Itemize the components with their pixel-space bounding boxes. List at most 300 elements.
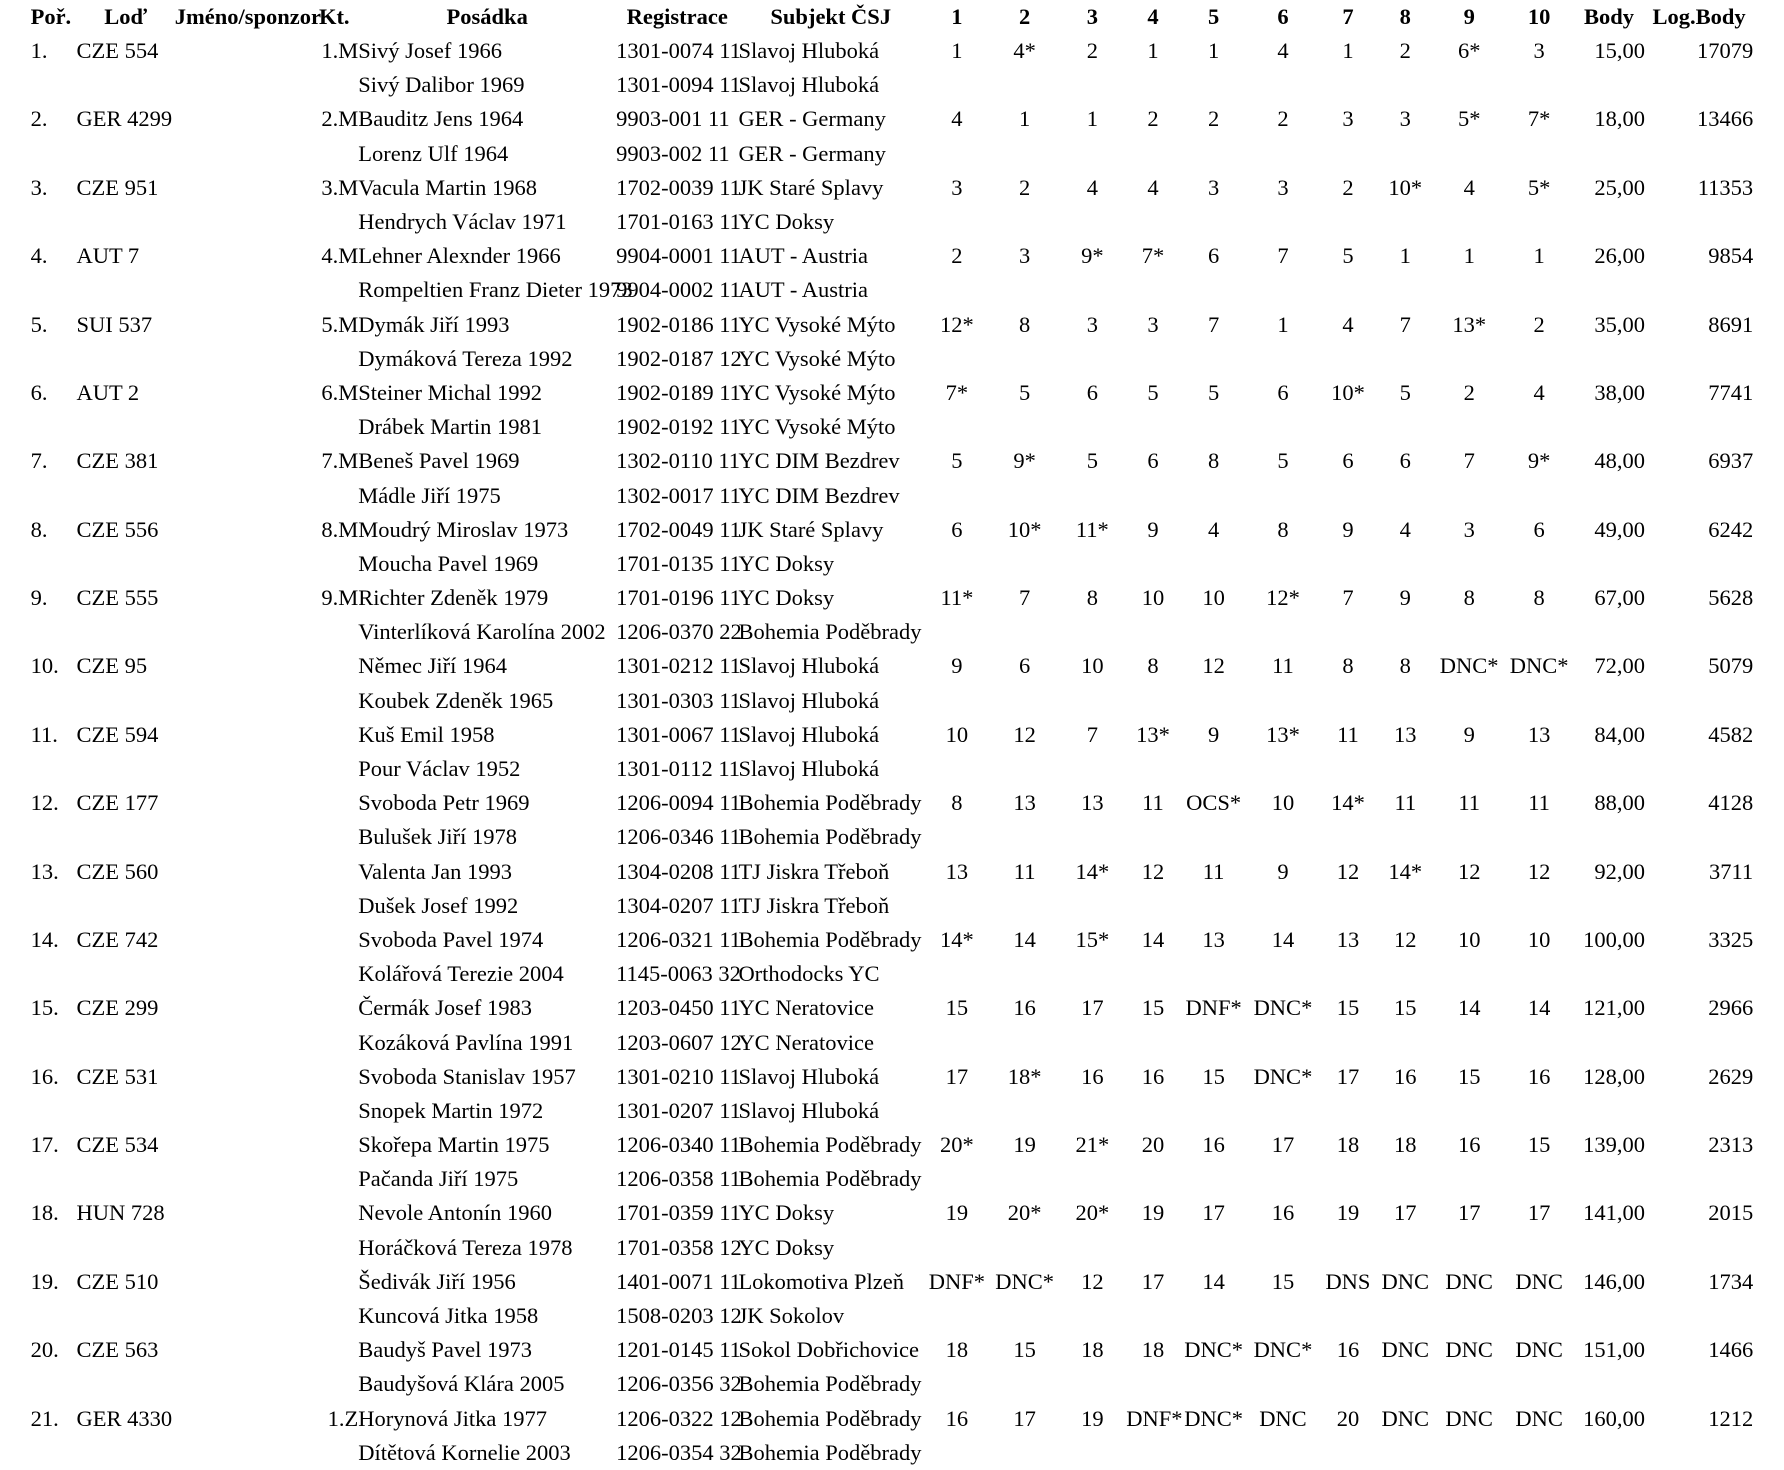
race-1-cell: 13 [945,858,969,884]
race-1-cell: 11* [940,585,974,611]
race-2-cell: 15 [1013,1337,1036,1363]
club-cell: AUT - Austria [738,243,869,269]
results-body [0,34,1784,1470]
club-cell: AUT - Austria [738,277,869,303]
rank-cell: 19. [30,1268,59,1294]
race-5-cell: DNC* [1184,1405,1243,1431]
table-row [0,855,1784,889]
log-points-cell: 2629 [1708,1063,1754,1089]
registration-cell: 1206-0346 11 [616,824,741,850]
race-8-cell: DNC [1381,1268,1430,1294]
sponsor-cell [175,513,310,547]
registration-cell: 1508-0203 12 [616,1303,742,1329]
log-points-cell: 1466 [1708,1337,1754,1363]
race-8-cell: 16 [1394,1063,1417,1089]
race-10-cell: 7* [1527,106,1551,132]
crew-name-cell: Čermák Josef 1983 [358,995,532,1021]
race-8-cell: 3 [1399,106,1411,132]
club-cell: YC Vysoké Mýto [738,311,896,337]
race-4-cell: 7* [1141,243,1165,269]
table-row-crew [0,273,1784,307]
registration-cell: 1206-0322 12 [616,1405,742,1431]
race-2-cell: 12 [1013,721,1036,747]
category-cell: 9.M [321,585,359,611]
table-row-crew [0,342,1784,376]
race-6-cell: 2 [1277,106,1289,132]
race-7-cell: 6 [1342,448,1354,474]
race-4-cell: 15 [1141,995,1165,1021]
race-9-cell: 8 [1463,585,1475,611]
log-points-cell: 5628 [1708,585,1754,611]
crew-name-cell: Valenta Jan 1993 [358,858,512,884]
crew-name-cell: Kuncová Jitka 1958 [358,1303,539,1329]
header-rank: Poř. [30,4,72,29]
crew-name-cell: Pačanda Jiří 1975 [358,1166,519,1192]
race-3-cell: 13 [1081,790,1104,816]
sponsor-cell [175,718,310,752]
rank-cell: 12. [30,790,59,816]
race-6-cell: DNC* [1253,1337,1313,1363]
race-1-cell: 12* [940,311,974,337]
crew-name-cell: Svoboda Pavel 1974 [358,926,544,952]
race-6-cell: DNC* [1253,995,1313,1021]
race-3-cell: 14* [1075,858,1110,884]
points-cell: 72,00 [1594,653,1646,679]
race-4-cell: 17 [1141,1268,1165,1294]
category-cell [310,855,358,889]
sponsor-cell [175,991,310,1025]
race-7-cell: 16 [1336,1337,1360,1363]
log-points-cell: 9854 [1708,243,1754,269]
table-row-crew [0,684,1784,718]
header-race-6: 6 [1277,4,1289,29]
crew-name-cell: Vinterlíková Karolína 2002 [358,619,606,645]
category-cell: 8.M [321,516,359,542]
header-log-points: Log.Body [1652,4,1746,29]
points-cell: 15,00 [1594,38,1646,64]
club-cell: JK Sokolov [738,1303,845,1329]
race-1-cell: 15 [945,995,969,1021]
race-10-cell: 17 [1527,1200,1551,1226]
table-row [0,1128,1784,1162]
race-3-cell: 12 [1081,1268,1104,1294]
race-5-cell: 6 [1207,243,1220,269]
registration-cell: 1302-0017 11 [616,482,741,508]
table-row-crew [0,615,1784,649]
race-5-cell: 2 [1207,106,1220,132]
race-1-cell: 9 [951,653,963,679]
sponsor-cell [175,1128,310,1162]
boat-cell: CZE 531 [76,1063,159,1089]
table-row-crew [0,137,1784,171]
sponsor-cell [175,1402,310,1436]
registration-cell: 1702-0049 11 [616,516,741,542]
registration-cell: 1902-0192 11 [616,414,741,440]
table-row [0,581,1784,615]
boat-cell: HUN 728 [76,1200,165,1226]
registration-cell: 1401-0071 11 [616,1268,741,1294]
race-4-cell: 2 [1147,106,1159,132]
sponsor-cell [175,444,310,478]
crew-name-cell: Drábek Martin 1981 [358,414,542,440]
race-9-cell: 4 [1463,174,1475,200]
club-cell: Bohemia Poděbrady [738,619,922,645]
race-8-cell: 2 [1399,38,1411,64]
category-cell: 1.M [321,38,359,64]
race-7-cell: 11 [1337,721,1359,747]
race-8-cell: 9 [1399,585,1411,611]
race-7-cell: 7 [1342,585,1354,611]
race-2-cell: 11 [1013,858,1036,884]
race-6-cell: 9 [1277,858,1289,884]
race-10-cell: 15 [1527,1132,1551,1158]
race-8-cell: 18 [1394,1132,1417,1158]
header-points: Body [1583,4,1635,29]
table-row [0,718,1784,752]
registration-cell: 1206-0321 11 [616,926,741,952]
crew-name-cell: Baudyšová Klára 2005 [358,1371,565,1397]
registration-cell: 1301-0303 11 [616,687,741,713]
registration-cell: 1206-0354 32 [616,1439,742,1465]
points-cell: 88,00 [1594,790,1646,816]
club-cell: Bohemia Poděbrady [738,926,922,952]
boat-cell: CZE 95 [76,653,148,679]
race-8-cell: 4 [1399,516,1411,542]
points-cell: 141,00 [1583,1200,1646,1226]
race-5-cell: DNC* [1184,1337,1243,1363]
club-cell: Slavoj Hluboká [738,687,880,713]
race-2-cell: 18* [1007,1063,1042,1089]
race-5-cell: 7 [1207,311,1220,337]
race-6-cell: 17 [1271,1132,1295,1158]
race-8-cell: 17 [1394,1200,1417,1226]
race-3-cell: 9* [1081,243,1104,269]
race-10-cell: DNC* [1509,653,1569,679]
race-5-cell: 13 [1202,926,1225,952]
header-row [0,0,1784,34]
club-cell: Orthodocks YC [738,961,880,987]
club-cell: Bohemia Poděbrady [738,1166,922,1192]
table-row-crew [0,68,1784,102]
rank-cell: 21. [30,1405,59,1431]
club-cell: YC Doksy [738,209,835,235]
race-7-cell: 12 [1336,858,1360,884]
crew-name-cell: Horynová Jitka 1977 [358,1405,548,1431]
registration-cell: 1304-0208 11 [616,858,741,884]
race-2-cell: 4* [1013,38,1036,64]
club-cell: YC DIM Bezdrev [738,448,900,474]
registration-cell: 1206-0370 22 [616,619,742,645]
registration-cell: 9903-002 11 [616,140,730,166]
registration-cell: 1203-0450 11 [616,995,741,1021]
header-race-7: 7 [1342,4,1354,29]
club-cell: Slavoj Hluboká [738,1097,880,1123]
race-9-cell: 16 [1457,1132,1481,1158]
log-points-cell: 2015 [1708,1200,1754,1226]
table-row-crew [0,1231,1784,1265]
race-7-cell: 9 [1342,516,1354,542]
race-3-cell: 7 [1086,721,1098,747]
rank-cell: 7. [30,448,48,474]
rank-cell: 10. [30,653,59,679]
table-row [0,1196,1784,1230]
race-7-cell: 1 [1342,38,1354,64]
race-5-cell: 12 [1202,653,1225,679]
crew-name-cell: Skořepa Martin 1975 [358,1132,550,1158]
table-row-crew [0,1094,1784,1128]
race-3-cell: 10 [1081,653,1104,679]
table-row-crew [0,820,1784,854]
boat-cell: CZE 555 [76,585,159,611]
race-9-cell: 2 [1463,379,1475,405]
crew-name-cell: Baudyš Pavel 1973 [358,1337,533,1363]
boat-cell: CZE 381 [76,448,159,474]
crew-name-cell: Němec Jiří 1964 [358,653,507,679]
sponsor-cell [175,34,310,68]
race-5-cell: OCS* [1186,790,1242,816]
table-row [0,513,1784,547]
race-7-cell: 4 [1342,311,1354,337]
race-4-cell: 12 [1141,858,1165,884]
crew-name-cell: Dítětová Kornelie 2003 [358,1439,571,1465]
category-cell [310,923,358,957]
club-cell: YC Vysoké Mýto [738,379,896,405]
rank-cell: 4. [30,243,48,269]
crew-name-cell: Steiner Michal 1992 [358,379,542,405]
rank-cell: 18. [30,1200,59,1226]
points-cell: 160,00 [1583,1405,1646,1431]
race-3-cell: 4 [1086,174,1098,200]
rank-cell: 13. [30,858,59,884]
sponsor-cell [175,1265,310,1299]
header-club: Subjekt ČSJ [770,4,892,29]
club-cell: TJ Jiskra Třeboň [738,892,890,918]
race-9-cell: 11 [1458,790,1481,816]
race-3-cell: 2 [1086,38,1098,64]
registration-cell: 1302-0110 11 [616,448,741,474]
race-2-cell: 7 [1019,585,1031,611]
race-4-cell: 16 [1141,1063,1165,1089]
club-cell: Bohemia Poděbrady [738,1439,922,1465]
sponsor-cell [175,923,310,957]
registration-cell: 9903-001 11 [616,106,730,132]
crew-name-cell: Nevole Antonín 1960 [358,1200,553,1226]
race-1-cell: 20* [940,1132,974,1158]
race-4-cell: 5 [1147,379,1159,405]
crew-name-cell: Pour Václav 1952 [358,756,521,782]
crew-name-cell: Mádle Jiří 1975 [358,482,501,508]
category-cell [310,991,358,1025]
race-2-cell: 10* [1007,516,1042,542]
race-10-cell: 12 [1527,858,1551,884]
race-3-cell: 11* [1075,516,1109,542]
race-9-cell: DNC* [1439,653,1499,679]
race-1-cell: 3 [951,174,963,200]
registration-cell: 1701-0163 11 [616,209,741,235]
club-cell: GER - Germany [738,140,886,166]
registration-cell: 9904-0002 11 [616,277,741,303]
race-6-cell: 3 [1277,174,1289,200]
log-points-cell: 2966 [1708,995,1754,1021]
club-cell: GER - Germany [738,106,886,132]
log-points-cell: 2313 [1708,1132,1754,1158]
sponsor-cell [175,855,310,889]
registration-cell: 1201-0145 11 [616,1337,741,1363]
race-9-cell: 17 [1457,1200,1481,1226]
crew-name-cell: Snopek Martin 1972 [358,1097,544,1123]
table-row [0,1333,1784,1367]
points-cell: 18,00 [1594,106,1646,132]
table-header [0,0,1784,34]
race-5-cell: DNF* [1185,995,1242,1021]
club-cell: JK Staré Splavy [738,516,884,542]
race-10-cell: 9* [1527,448,1551,474]
boat-cell: CZE 534 [76,1132,159,1158]
race-9-cell: DNC [1445,1337,1493,1363]
registration-cell: 1701-0359 11 [616,1200,741,1226]
rank-cell: 1. [30,38,48,64]
race-4-cell: DNF* [1126,1405,1183,1431]
registration-cell: 1301-0067 11 [616,721,741,747]
header-race-2: 2 [1019,4,1031,29]
points-cell: 146,00 [1583,1268,1646,1294]
table-row-crew [0,1025,1784,1059]
race-3-cell: 18 [1081,1337,1104,1363]
race-10-cell: 8 [1533,585,1545,611]
crew-name-cell: Sivý Dalibor 1969 [358,72,525,98]
category-cell: 2.M [321,106,359,132]
race-7-cell: 19 [1336,1200,1360,1226]
race-9-cell: DNC [1445,1405,1493,1431]
race-1-cell: 17 [945,1063,969,1089]
boat-cell: CZE 510 [76,1268,159,1294]
log-points-cell: 17079 [1696,38,1754,64]
crew-name-cell: Kuš Emil 1958 [358,721,495,747]
race-6-cell: 7 [1277,243,1289,269]
race-10-cell: 13 [1527,721,1551,747]
rank-cell: 6. [30,379,48,405]
header-crew: Posádka [446,4,528,29]
race-4-cell: 10 [1141,585,1165,611]
club-cell: Bohemia Poděbrady [738,1405,922,1431]
race-1-cell: 14* [940,926,974,952]
race-3-cell: 8 [1086,585,1098,611]
race-8-cell: 7 [1399,311,1411,337]
rank-cell: 17. [30,1132,59,1158]
crew-name-cell: Kolářová Terezie 2004 [358,961,564,987]
race-8-cell: 14* [1388,858,1423,884]
registration-cell: 1301-0212 11 [616,653,741,679]
crew-name-cell: Bulušek Jiří 1978 [358,824,518,850]
race-5-cell: 4 [1207,516,1220,542]
table-row-crew [0,1367,1784,1401]
boat-cell: CZE 594 [76,721,159,747]
race-8-cell: DNC [1381,1337,1430,1363]
race-1-cell: 8 [951,790,963,816]
header-race-5: 5 [1207,4,1220,29]
registration-cell: 1902-0189 11 [616,379,741,405]
race-1-cell: 19 [945,1200,969,1226]
race-10-cell: 1 [1533,243,1545,269]
crew-name-cell: Dymáková Tereza 1992 [358,345,573,371]
race-4-cell: 6 [1147,448,1159,474]
race-5-cell: 11 [1202,858,1225,884]
crew-name-cell: Hendrych Václav 1971 [358,209,567,235]
points-cell: 128,00 [1583,1063,1646,1089]
crew-name-cell: Bauditz Jens 1964 [358,106,524,132]
race-8-cell: 11 [1394,790,1417,816]
crew-name-cell: Lehner Alexnder 1966 [358,243,561,269]
sponsor-cell [175,308,310,342]
club-cell: Sokol Dobřichovice [738,1337,920,1363]
race-8-cell: 5 [1399,379,1411,405]
log-points-cell: 5079 [1708,653,1754,679]
points-cell: 25,00 [1594,174,1646,200]
registration-cell: 1702-0039 11 [616,174,741,200]
race-3-cell: 6 [1086,379,1098,405]
crew-name-cell: Dušek Josef 1992 [358,892,519,918]
race-7-cell: 13 [1336,926,1360,952]
log-points-cell: 13466 [1696,106,1754,132]
log-points-cell: 3711 [1709,858,1754,884]
race-5-cell: 17 [1202,1200,1225,1226]
sponsor-cell [175,649,310,683]
race-10-cell: 10 [1527,926,1551,952]
race-8-cell: 12 [1394,926,1417,952]
header-race-1: 1 [951,4,963,29]
race-4-cell: 3 [1147,311,1159,337]
race-10-cell: 4 [1533,379,1545,405]
crew-name-cell: Šedivák Jiří 1956 [358,1268,516,1294]
points-cell: 49,00 [1594,516,1646,542]
registration-cell: 1301-0210 11 [616,1063,741,1089]
club-cell: Slavoj Hluboká [738,72,880,98]
race-1-cell: 2 [951,243,963,269]
registration-cell: 1301-0074 11 [616,38,741,64]
registration-cell: 1145-0063 32 [616,961,741,987]
header-race-3: 3 [1086,4,1098,29]
race-10-cell: 2 [1533,311,1545,337]
race-4-cell: 20 [1141,1132,1165,1158]
race-9-cell: DNC [1445,1268,1493,1294]
race-9-cell: 13* [1452,311,1487,337]
sponsor-cell [175,376,310,410]
race-7-cell: 14* [1331,790,1365,816]
race-3-cell: 1 [1086,106,1098,132]
club-cell: YC Neratovice [738,995,875,1021]
race-2-cell: 14 [1013,926,1036,952]
category-cell: 7.M [321,448,359,474]
race-4-cell: 4 [1147,174,1159,200]
race-2-cell: 16 [1013,995,1036,1021]
race-1-cell: DNF* [928,1268,986,1294]
club-cell: YC Doksy [738,1200,835,1226]
points-cell: 139,00 [1583,1132,1646,1158]
registration-cell: 9904-0001 11 [616,243,741,269]
race-6-cell: 15 [1271,1268,1295,1294]
category-cell [310,718,358,752]
header-name-sponsor: Jméno/sponzor [174,4,322,29]
table-row [0,102,1784,136]
registration-cell: 1301-0207 11 [616,1097,741,1123]
club-cell: YC Doksy [738,550,835,576]
race-6-cell: 8 [1277,516,1289,542]
race-6-cell: 10 [1271,790,1295,816]
race-4-cell: 11 [1142,790,1164,816]
log-points-cell: 4582 [1708,721,1754,747]
points-cell: 38,00 [1594,379,1646,405]
crew-name-cell: Kozáková Pavlína 1991 [358,1029,574,1055]
